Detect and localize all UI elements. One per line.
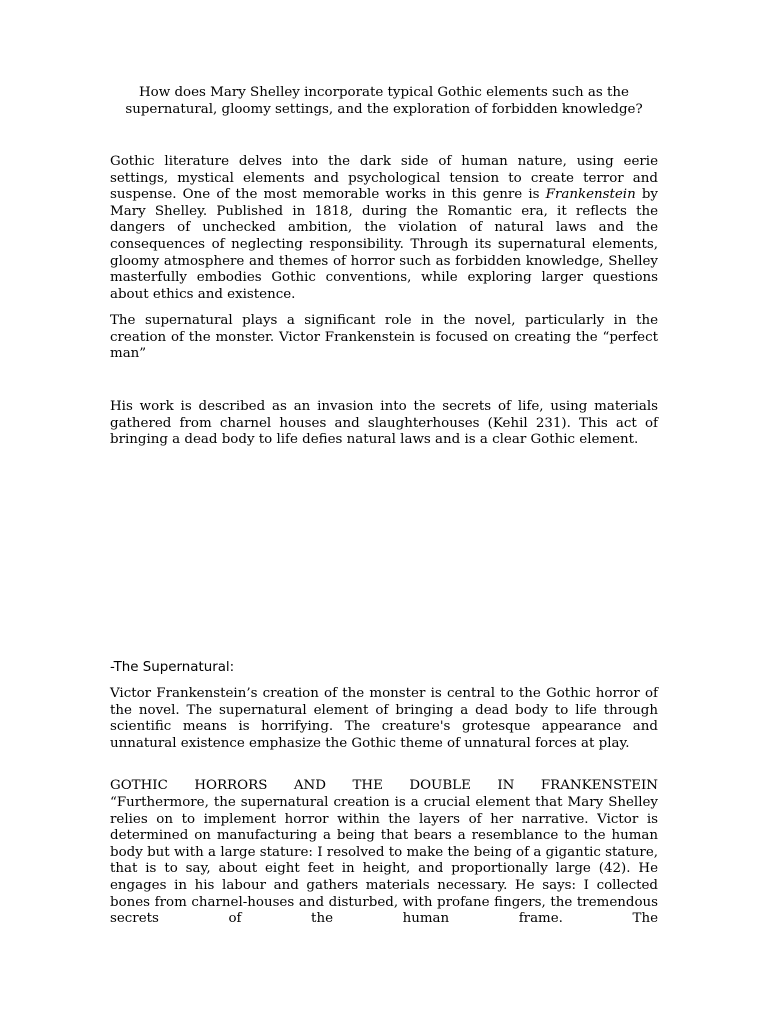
quote-title-word: HORRORS	[194, 778, 268, 793]
quote-title-word: THE	[352, 778, 383, 793]
supernatural-paragraph: The supernatural plays a significant role in the novel, particularly in the creation of the monster. Victor Frankenstein is focused on creating the “perfect man”	[110, 313, 658, 362]
quote-title-word: GOTHIC	[110, 778, 168, 793]
intro-paragraph	[110, 154, 658, 303]
essay-question: How does Mary Shelley incorporate typical Gothic elements such as the supernatural, gloomy settings, and the exploration of forbidden knowledge?	[125, 85, 643, 117]
charnel-paragraph: His work is described as an invasion into the secrets of life, using materials gathered from charnel houses and slaughterhouses (Kehil 231). This act of bringing a dead body to life defies natural laws and is a clear Gothic element.	[110, 399, 658, 448]
quote-title-word: IN	[497, 778, 515, 793]
quote-title-word: DOUBLE	[409, 778, 471, 793]
intro-text-end: by Mary Shelley. Published in 1818, during the Romantic era, it reflects the dangers of unchecked ambition, the violation of natural laws and the consequences of neglecting responsibility. Through its supernatural elements, gloomy atmosphere and themes of horror such as forbidden knowledge, Shelley masterfully embodies Gothic conventions, while exploring larger questions about ethics and existence.	[110, 187, 658, 302]
quote-paragraph: “Furthermore, the supernatural creation is a crucial element that Mary Shelley relies on to implement horror within the layers of her narrative. Victor is determined on manufacturing a being that bears a resemblance to the human body but with a large stature: I resolved to make the being of a gigantic stature, that is to say, about eight feet in height, and proportionally large (42). He engages in his labour and gathers materials necessary. He says: I collected bones from charnel-houses and disturbed, with profane fingers, the tremendous secrets of the human frame. The	[110, 795, 658, 927]
section-heading: -The Supernatural:	[110, 660, 235, 675]
quote-source-title	[110, 778, 658, 795]
quote-title-word: FRANKENSTEIN	[540, 778, 658, 793]
quote-title-word: AND	[293, 778, 326, 793]
novel-title: Frankenstein	[545, 187, 636, 203]
intro-text-start: Gothic literature delves into the dark side of human nature, using eerie settings, mystical elements and psychological tension to create terror and suspense. One of the most memorable works in this genre is	[110, 154, 658, 203]
creation-paragraph: Victor Frankenstein’s creation of the monster is central to the Gothic horror of the novel. The supernatural element of bringing a dead body to life through scientific means is horrifying. The creature's grotesque appearance and unnatural existence emphasize the Gothic theme of unnatural forces at play.	[110, 686, 658, 751]
